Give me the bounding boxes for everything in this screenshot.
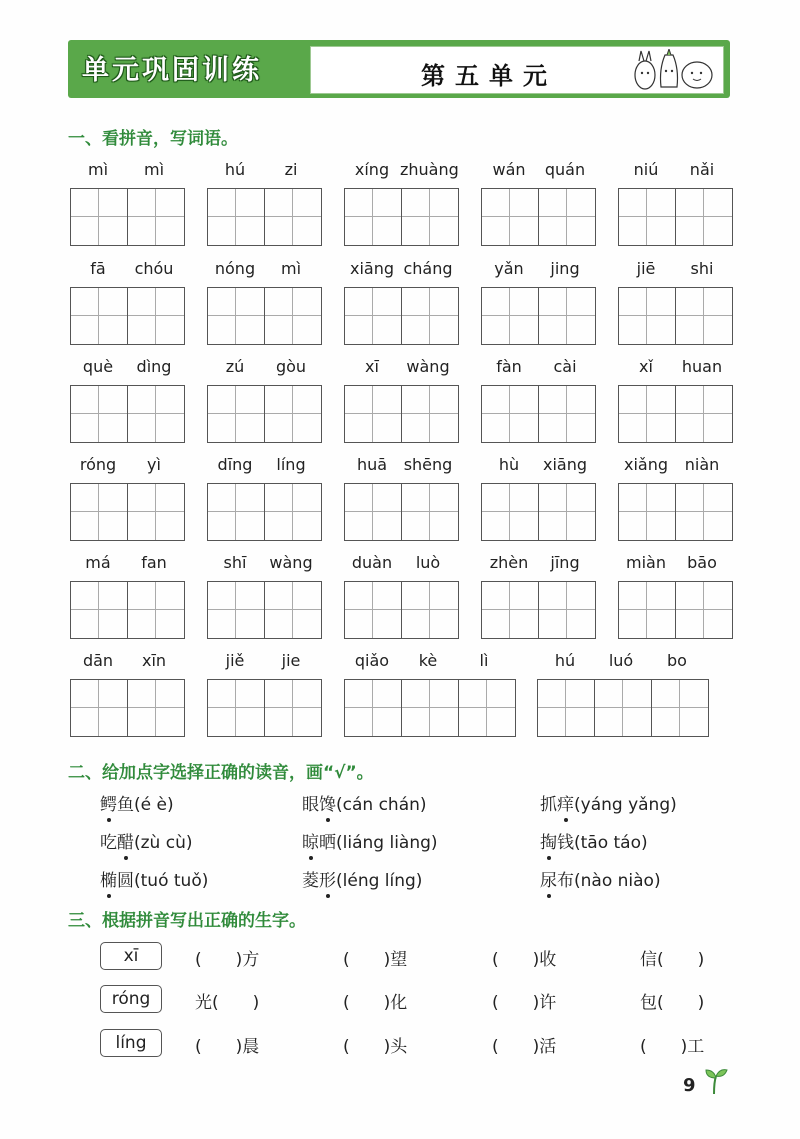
dotted-char: 醋 xyxy=(117,828,134,853)
pinyin-syllable: hú xyxy=(224,160,246,179)
tianzige-box[interactable] xyxy=(345,386,402,442)
writing-boxes xyxy=(70,385,185,443)
plain-char: 圆 xyxy=(117,871,134,891)
pinyin-syllable: dān xyxy=(82,651,114,670)
writing-boxes xyxy=(481,287,596,345)
tianzige-box[interactable] xyxy=(482,386,539,442)
dotted-char: 晾 xyxy=(302,828,319,853)
pinyin-syllable: kè xyxy=(418,651,438,670)
writing-boxes xyxy=(70,483,185,541)
tianzige-box[interactable] xyxy=(208,582,265,638)
tianzige-box[interactable] xyxy=(619,386,676,442)
fill-in-blank[interactable]: ( )化 xyxy=(343,993,408,1013)
pinyin-syllable: quán xyxy=(544,160,586,179)
writing-boxes xyxy=(481,188,596,246)
fill-in-blank[interactable]: ( )活 xyxy=(492,1037,557,1057)
tianzige-box[interactable] xyxy=(208,288,265,344)
plain-char: 布 xyxy=(557,871,574,891)
reading-options: (tāo táo) xyxy=(574,833,648,853)
tianzige-box[interactable] xyxy=(128,189,184,245)
section-1-title: 一、看拼音，写词语。 xyxy=(68,129,238,149)
fill-in-blank[interactable]: ( )方 xyxy=(195,950,260,970)
writing-boxes xyxy=(618,581,733,639)
pinyin-syllable: jiě xyxy=(225,651,245,670)
tianzige-box[interactable] xyxy=(345,189,402,245)
tianzige-box[interactable] xyxy=(128,484,184,540)
pronunciation-item[interactable] xyxy=(100,866,208,891)
pinyin-syllable: shī xyxy=(223,553,247,572)
pinyin-syllable: jiē xyxy=(636,259,656,278)
tianzige-box[interactable] xyxy=(345,582,402,638)
pinyin-syllable: xīn xyxy=(141,651,167,670)
fill-in-blank[interactable]: ( )工 xyxy=(640,1037,705,1057)
pronunciation-item[interactable] xyxy=(540,828,648,853)
reading-options: (léng líng) xyxy=(336,871,423,891)
pinyin-syllable: zú xyxy=(225,357,245,376)
writing-boxes xyxy=(344,581,459,639)
pronunciation-item[interactable] xyxy=(302,828,438,853)
plain-char: 眼 xyxy=(302,795,319,815)
pronunciation-item[interactable] xyxy=(100,790,174,815)
pinyin-syllable: niàn xyxy=(684,455,720,474)
plain-char: 抓 xyxy=(540,795,557,815)
writing-boxes xyxy=(207,287,322,345)
writing-boxes xyxy=(70,188,185,246)
pinyin-syllable: má xyxy=(85,553,111,572)
tianzige-box[interactable] xyxy=(265,680,321,736)
pinyin-syllable: luò xyxy=(415,553,441,572)
tianzige-box[interactable] xyxy=(71,288,128,344)
fill-in-blank[interactable]: ( )许 xyxy=(492,993,557,1013)
reading-options: (cán chán) xyxy=(336,795,427,815)
pinyin-syllable: xiāng xyxy=(542,455,587,474)
writing-boxes xyxy=(207,483,322,541)
pinyin-syllable: yì xyxy=(147,455,161,474)
pinyin-syllable: wán xyxy=(492,160,526,179)
tianzige-box[interactable] xyxy=(539,189,595,245)
writing-boxes xyxy=(207,188,322,246)
pinyin-syllable: zhuàng xyxy=(400,160,459,179)
pinyin-syllable: niú xyxy=(633,160,659,179)
tianzige-box[interactable] xyxy=(128,582,184,638)
tianzige-box[interactable] xyxy=(402,582,458,638)
pinyin-syllable: xiǎng xyxy=(623,455,668,474)
tianzige-box[interactable] xyxy=(676,288,732,344)
reading-options: (nào niào) xyxy=(574,871,661,891)
fill-in-blank[interactable]: ( )晨 xyxy=(195,1037,260,1057)
tianzige-box[interactable] xyxy=(402,680,459,736)
tianzige-box[interactable] xyxy=(619,582,676,638)
pinyin-syllable: hú xyxy=(554,651,576,670)
plain-char: 菱 xyxy=(302,871,319,891)
dotted-char: 鳄 xyxy=(100,790,117,815)
tianzige-box[interactable] xyxy=(345,680,402,736)
plain-char: 鱼 xyxy=(117,795,134,815)
writing-boxes xyxy=(344,483,459,541)
pinyin-syllable: qiǎo xyxy=(354,651,390,670)
pinyin-syllable: fā xyxy=(90,259,106,278)
reading-options: (zù cù) xyxy=(134,833,193,853)
pinyin-syllable: hù xyxy=(498,455,520,474)
reading-options: (liáng liàng) xyxy=(336,833,438,853)
pinyin-syllable: bāo xyxy=(687,553,717,572)
tianzige-box[interactable] xyxy=(265,288,321,344)
tianzige-box[interactable] xyxy=(71,582,128,638)
writing-boxes xyxy=(618,188,733,246)
pinyin-syllable: luó xyxy=(608,651,634,670)
tianzige-box[interactable] xyxy=(402,189,458,245)
pinyin-syllable: bo xyxy=(667,651,687,670)
tianzige-box[interactable] xyxy=(265,582,321,638)
writing-boxes xyxy=(207,581,322,639)
tianzige-box[interactable] xyxy=(482,484,539,540)
pinyin-syllable: yǎn xyxy=(494,259,524,278)
pinyin-syllable: duàn xyxy=(351,553,393,572)
tianzige-box[interactable] xyxy=(71,189,128,245)
pinyin-syllable: mì xyxy=(87,160,109,179)
writing-boxes xyxy=(70,581,185,639)
fill-in-blank[interactable]: 信( ) xyxy=(640,950,705,970)
tianzige-box[interactable] xyxy=(71,484,128,540)
writing-boxes xyxy=(618,287,733,345)
tianzige-box[interactable] xyxy=(619,288,676,344)
tianzige-box[interactable] xyxy=(71,386,128,442)
pinyin-syllable: líng xyxy=(276,455,306,474)
section-2-title: 二、给加点字选择正确的读音，画“√”。 xyxy=(68,763,374,783)
pinyin-syllable: jīng xyxy=(550,553,580,572)
tianzige-box[interactable] xyxy=(265,386,321,442)
pinyin-syllable: zi xyxy=(284,160,298,179)
pinyin-syllable: zhèn xyxy=(489,553,529,572)
tianzige-box[interactable] xyxy=(595,680,652,736)
pinyin-syllable: nóng xyxy=(214,259,256,278)
writing-boxes xyxy=(344,385,459,443)
pinyin-syllable: wàng xyxy=(269,553,313,572)
pinyin-syllable: dìng xyxy=(136,357,172,376)
reading-options: (yáng yǎng) xyxy=(574,795,677,815)
pronunciation-item[interactable] xyxy=(302,790,427,815)
tianzige-box[interactable] xyxy=(539,288,595,344)
tianzige-box[interactable] xyxy=(482,189,539,245)
writing-boxes xyxy=(618,483,733,541)
writing-boxes xyxy=(207,679,322,737)
writing-boxes xyxy=(344,188,459,246)
tianzige-box[interactable] xyxy=(538,680,595,736)
writing-boxes xyxy=(70,679,185,737)
sprout-icon xyxy=(704,1068,728,1094)
fill-in-blank[interactable]: 包( ) xyxy=(640,993,705,1013)
tianzige-box[interactable] xyxy=(482,288,539,344)
pinyin-syllable: xī xyxy=(365,357,379,376)
tianzige-box[interactable] xyxy=(676,484,732,540)
pinyin-syllable: jie xyxy=(281,651,301,670)
pinyin-syllable: huā xyxy=(356,455,388,474)
pinyin-syllable: lì xyxy=(479,651,489,670)
tianzige-box[interactable] xyxy=(539,484,595,540)
dotted-char: 尿 xyxy=(540,866,557,891)
fill-in-blank[interactable]: 光( ) xyxy=(195,993,260,1013)
tianzige-box[interactable] xyxy=(208,484,265,540)
pinyin-syllable: shēng xyxy=(403,455,453,474)
fill-in-blank[interactable]: ( )收 xyxy=(492,950,557,970)
fill-in-blank[interactable]: ( )头 xyxy=(343,1037,408,1057)
tianzige-box[interactable] xyxy=(539,582,595,638)
pinyin-syllable: róng xyxy=(79,455,117,474)
pinyin-syllable: nǎi xyxy=(689,160,715,179)
tianzige-box[interactable] xyxy=(208,189,265,245)
pinyin-syllable: fan xyxy=(141,553,167,572)
section-3-title: 三、根据拼音写出正确的生字。 xyxy=(68,911,306,931)
pinyin-syllable: miàn xyxy=(626,553,666,572)
pronunciation-item[interactable] xyxy=(302,866,422,891)
pronunciation-item[interactable] xyxy=(100,828,193,853)
pinyin-syllable: gòu xyxy=(275,357,307,376)
writing-boxes xyxy=(481,385,596,443)
pinyin-tag: líng xyxy=(100,1029,162,1057)
pinyin-syllable: huan xyxy=(681,357,723,376)
pinyin-tag: xī xyxy=(100,942,162,970)
plain-char: 晒 xyxy=(319,833,336,853)
tianzige-box[interactable] xyxy=(676,582,732,638)
tianzige-box[interactable] xyxy=(619,189,676,245)
dotted-char: 馋 xyxy=(319,790,336,815)
dotted-char: 椭 xyxy=(100,866,117,891)
dotted-char: 痒 xyxy=(557,790,574,815)
writing-boxes xyxy=(344,287,459,345)
writing-boxes xyxy=(207,385,322,443)
pinyin-syllable: chóu xyxy=(134,259,174,278)
unit-banner xyxy=(68,40,730,98)
tianzige-box[interactable] xyxy=(402,484,458,540)
plain-char: 钱 xyxy=(557,833,574,853)
pinyin-syllable: xǐ xyxy=(639,357,653,376)
writing-boxes xyxy=(537,679,709,737)
tianzige-box[interactable] xyxy=(482,582,539,638)
tianzige-box[interactable] xyxy=(128,680,184,736)
pinyin-syllable: mì xyxy=(143,160,165,179)
writing-boxes xyxy=(344,679,516,737)
pinyin-syllable: cháng xyxy=(403,259,453,278)
dotted-char: 掏 xyxy=(540,828,557,853)
fill-in-blank[interactable]: ( )望 xyxy=(343,950,408,970)
tianzige-box[interactable] xyxy=(539,386,595,442)
tianzige-box[interactable] xyxy=(676,189,732,245)
pronunciation-item[interactable] xyxy=(540,866,661,891)
pinyin-syllable: shi xyxy=(690,259,714,278)
reading-options: (é è) xyxy=(134,795,174,815)
banner-title: 单元巩固训练 xyxy=(82,55,262,86)
tianzige-box[interactable] xyxy=(402,288,458,344)
pinyin-syllable: dīng xyxy=(217,455,253,474)
plain-char: 吃 xyxy=(100,833,117,853)
pinyin-syllable: jing xyxy=(550,259,580,278)
pinyin-syllable: què xyxy=(82,357,114,376)
tianzige-box[interactable] xyxy=(265,189,321,245)
pinyin-syllable: fàn xyxy=(496,357,522,376)
tianzige-box[interactable] xyxy=(265,484,321,540)
pinyin-syllable: xíng xyxy=(354,160,390,179)
writing-boxes xyxy=(481,483,596,541)
pronunciation-item[interactable] xyxy=(540,790,677,815)
tianzige-box[interactable] xyxy=(652,680,708,736)
tianzige-box[interactable] xyxy=(402,386,458,442)
pinyin-syllable: wàng xyxy=(406,357,450,376)
tianzige-box[interactable] xyxy=(208,386,265,442)
tianzige-box[interactable] xyxy=(345,288,402,344)
tianzige-box[interactable] xyxy=(208,680,265,736)
unit-title-panel xyxy=(310,46,724,94)
tianzige-box[interactable] xyxy=(459,680,515,736)
writing-boxes xyxy=(70,287,185,345)
unit-title: 第五单元 xyxy=(421,62,557,90)
mascot-illustration xyxy=(631,49,719,91)
reading-options: (tuó tuǒ) xyxy=(134,871,209,891)
tianzige-box[interactable] xyxy=(676,386,732,442)
writing-boxes xyxy=(618,385,733,443)
writing-boxes xyxy=(481,581,596,639)
tianzige-box[interactable] xyxy=(71,680,128,736)
pinyin-syllable: cài xyxy=(553,357,577,376)
page-number: 9 xyxy=(683,1075,696,1096)
dotted-char: 形 xyxy=(319,866,336,891)
tianzige-box[interactable] xyxy=(128,288,184,344)
tianzige-box[interactable] xyxy=(345,484,402,540)
tianzige-box[interactable] xyxy=(128,386,184,442)
tianzige-box[interactable] xyxy=(619,484,676,540)
pinyin-syllable: xiāng xyxy=(349,259,394,278)
pinyin-tag: róng xyxy=(100,985,162,1013)
pinyin-syllable: mì xyxy=(280,259,302,278)
